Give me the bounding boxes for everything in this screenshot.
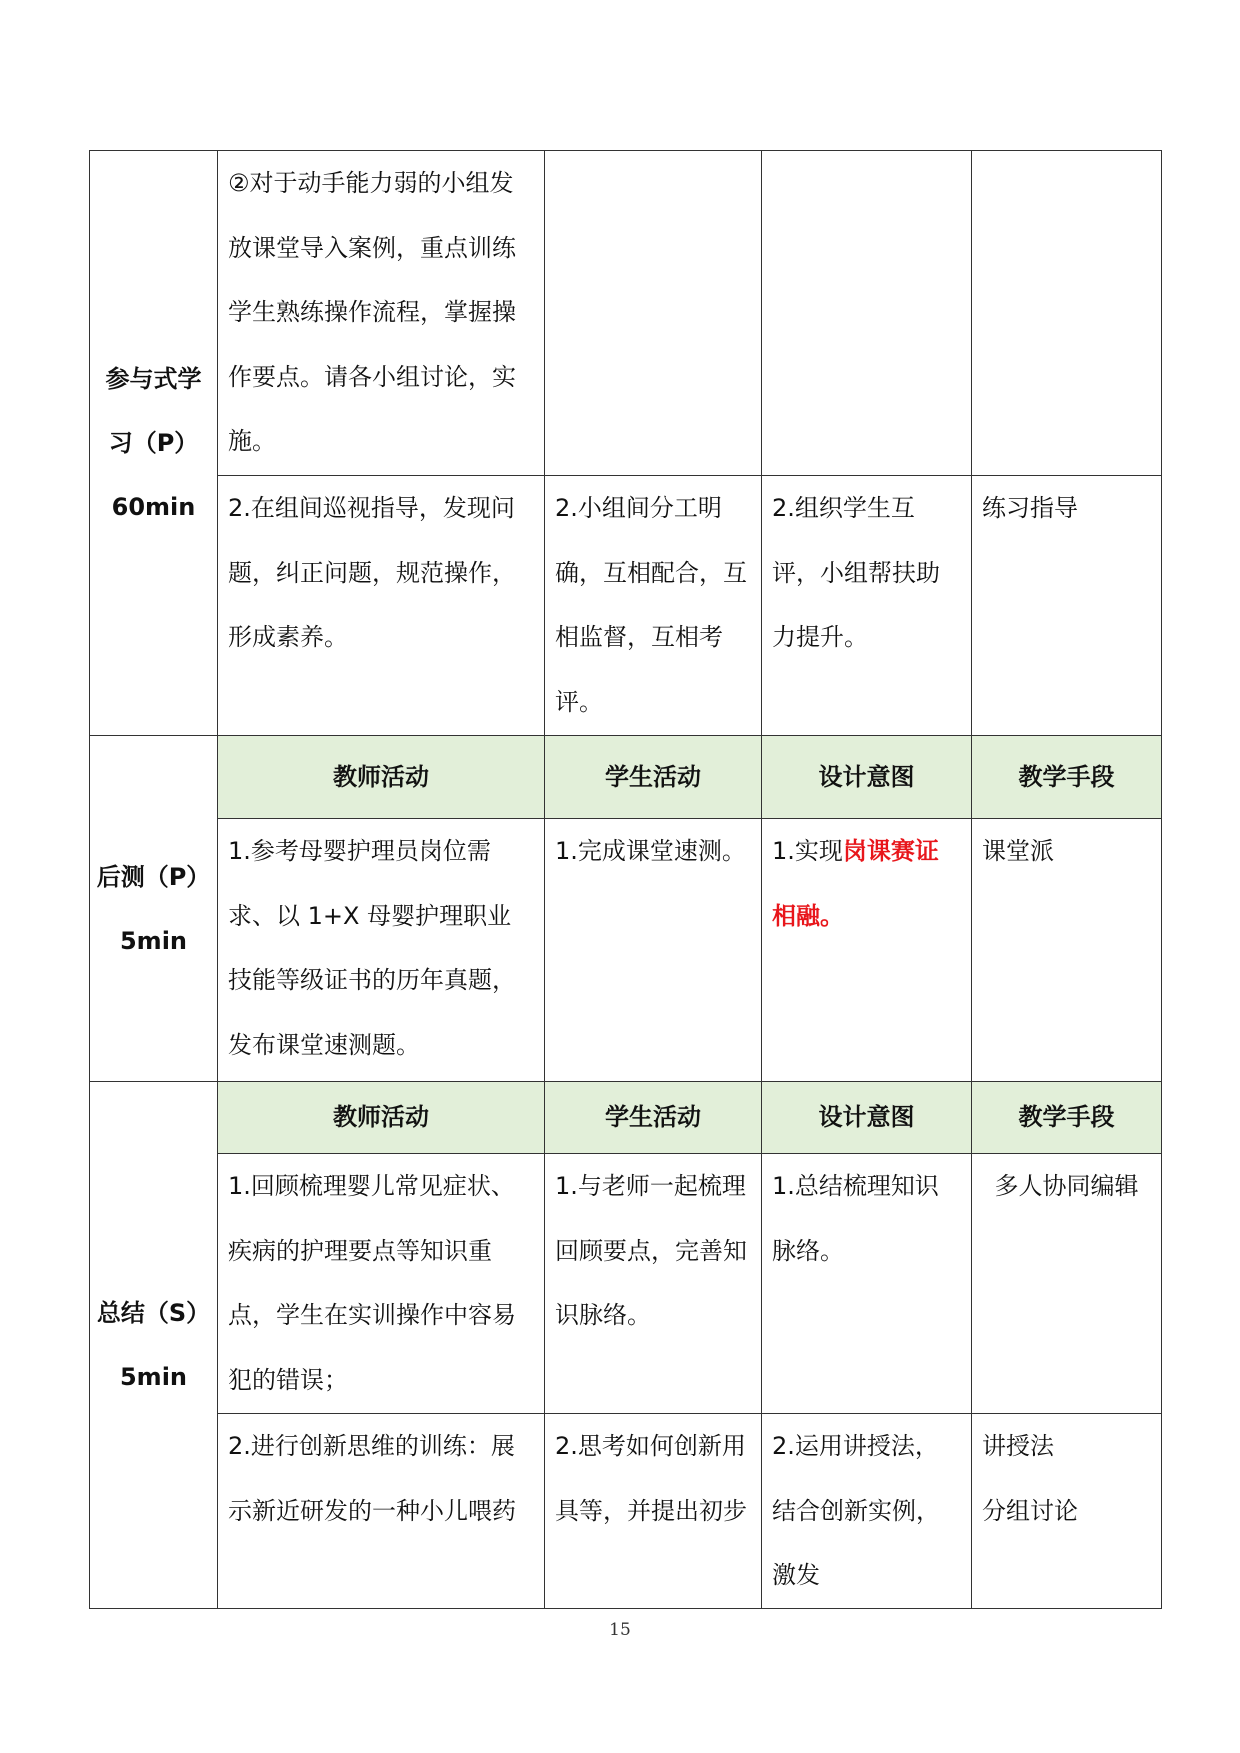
header-teaching-means: 教学手段 [972,1082,1162,1154]
stage-label-line: 参与式学 [105,365,202,393]
teacher-activity-cell: 1.回顾梳理婴儿常见症状、疾病的护理要点等知识重点，学生在实训操作中容易犯的错误； [218,1154,545,1414]
header-teacher-activity: 教师活动 [218,736,545,819]
stage-duration: 5min [119,926,188,955]
student-activity-cell [545,151,762,476]
stage-label-line: 总结（S） [96,1298,211,1327]
teaching-means-cell: 练习指导 [972,476,1162,736]
teacher-activity-cell: 2.进行创新思维的训练：展示新近研发的一种小儿喂药 [218,1414,545,1609]
table-row [90,1414,1162,1609]
means-item: 分组讨论 [982,1496,1078,1525]
teaching-means-cell [972,1414,1162,1609]
teaching-means-cell: 多人协同编辑 [972,1154,1162,1414]
lesson-plan-table [89,150,1162,1609]
table-row [90,819,1162,1082]
teacher-activity-cell: 1.参考母婴护理员岗位需求、以 1+X 母婴护理职业技能等级证书的历年真题，发布课堂速测题。 [218,819,545,1082]
header-design-intent: 设计意图 [762,736,972,819]
table-row [90,1154,1162,1414]
header-teacher-activity: 教师活动 [218,1082,545,1154]
design-intent-cell [762,819,972,1082]
stage-duration: 5min [119,1362,188,1391]
student-activity-cell: 1.与老师一起梳理回顾要点，完善知识脉络。 [545,1154,762,1414]
stage-label-line: 习（P） [108,429,199,457]
stage-post-test [90,736,218,1082]
stage-label-line: 后测（P） [96,862,211,891]
header-teaching-means: 教学手段 [972,736,1162,819]
header-student-activity: 学生活动 [545,736,762,819]
student-activity-cell: 2.思考如何创新用具等，并提出初步 [545,1414,762,1609]
stage-duration: 60min [111,493,196,521]
highlight-text: 岗课赛证相融。 [772,837,939,930]
table-row [90,151,1162,476]
table-header-row [90,736,1162,819]
stage-participatory-learning [90,151,218,736]
teacher-activity-cell: 2.在组间巡视指导，发现问题，纠正问题，规范操作，形成素养。 [218,476,545,736]
intent-text: 1.实现 [772,837,843,865]
header-design-intent: 设计意图 [762,1082,972,1154]
design-intent-cell: 1.总结梳理知识脉络。 [762,1154,972,1414]
student-activity-cell: 2.小组间分工明确，互相配合，互相监督，互相考评。 [545,476,762,736]
means-item: 讲授法 [982,1432,1054,1460]
header-student-activity: 学生活动 [545,1082,762,1154]
design-intent-cell: 2.运用讲授法，结合创新实例，激发 [762,1414,972,1609]
teaching-means-cell [972,151,1162,476]
design-intent-cell: 2.组织学生互评，小组帮扶助力提升。 [762,476,972,736]
design-intent-cell [762,151,972,476]
stage-summary [90,1082,218,1609]
page-number: 15 [609,1620,631,1640]
teaching-means-cell: 课堂派 [972,819,1162,1082]
student-activity-cell: 1.完成课堂速测。 [545,819,762,1082]
table-header-row [90,1082,1162,1154]
teacher-activity-cell: ②对于动手能力弱的小组发放课堂导入案例，重点训练学生熟练操作流程，掌握操作要点。请各小组讨论，实施。 [218,151,545,476]
table-row [90,476,1162,736]
